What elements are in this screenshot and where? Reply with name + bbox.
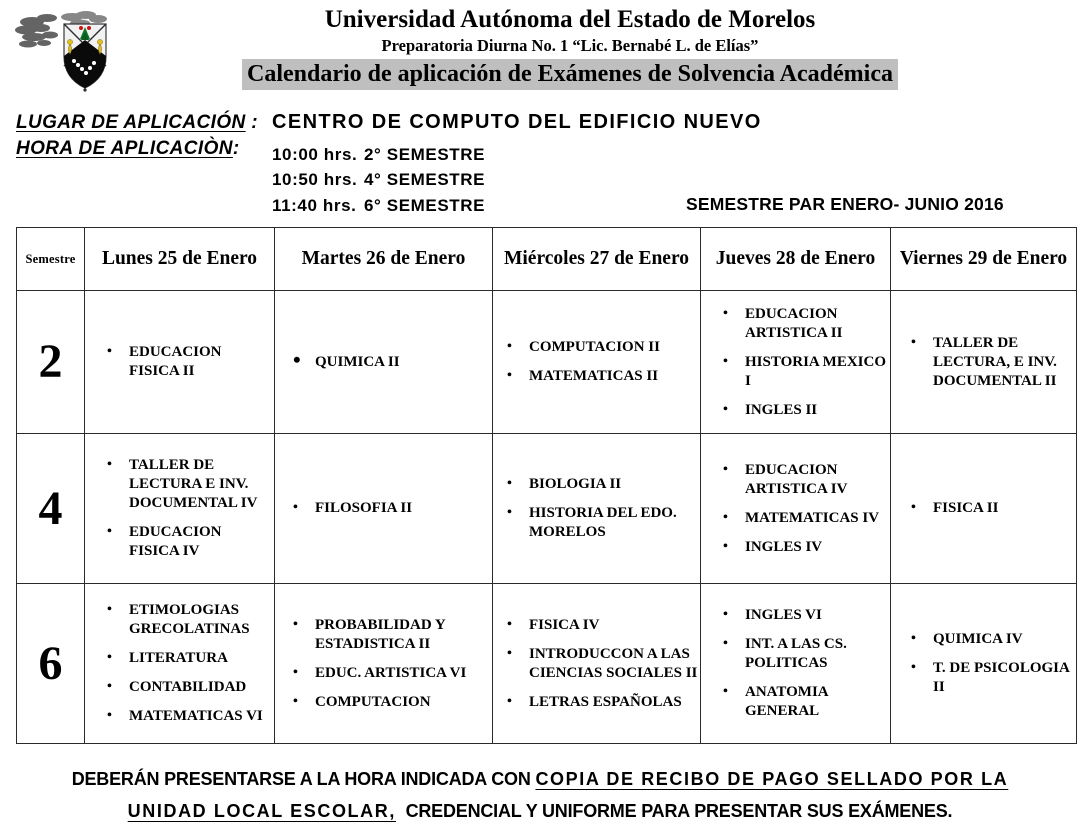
subject-list	[891, 630, 1076, 697]
list-item: • T. DE PSICOLOGIA II	[903, 659, 1076, 697]
cell-martes	[275, 584, 493, 744]
column-header-martes: Martes 26 de Enero	[275, 228, 493, 291]
time-row-2nd-semester	[272, 145, 485, 165]
cell-jueves	[701, 584, 891, 744]
time-label-suffix: :	[232, 138, 240, 159]
table-body	[17, 291, 1077, 744]
footer-notice	[0, 764, 1080, 828]
list-item: • FILOSOFIA II	[285, 499, 492, 518]
cell-lunes	[85, 584, 275, 744]
time-value: 11:40 hrs.	[272, 196, 357, 215]
subject-list	[493, 338, 700, 386]
footer-text-emphasis-1: COPIA DE RECIBO DE PAGO SELLADO POR LA	[535, 769, 1009, 789]
time-value: 10:50 hrs.	[272, 170, 358, 189]
cell-martes	[275, 434, 493, 584]
subject-list	[701, 461, 890, 557]
list-item: • ETIMOLOGIAS GRECOLATINAS	[99, 601, 274, 639]
column-header-miercoles: Miércoles 27 de Enero	[493, 228, 701, 291]
time-semester: 6° SEMESTRE	[364, 196, 486, 215]
list-item: • PROBABILIDAD Y ESTADISTICA II	[285, 616, 492, 654]
exam-info-block	[0, 108, 1080, 218]
subject-list	[85, 601, 274, 726]
subject-list	[891, 499, 1076, 518]
cell-jueves	[701, 434, 891, 584]
list-item: • INGLES VI	[715, 606, 890, 625]
semester-number: 2	[17, 291, 85, 434]
list-item: • TALLER DE LECTURA, E INV. DOCUMENTAL II	[903, 334, 1076, 391]
time-value: 10:00 hrs.	[272, 145, 358, 164]
list-item: • HISTORIA MEXICO I	[715, 353, 890, 391]
list-item: • FISICA IV	[499, 616, 700, 635]
subject-list	[701, 606, 890, 721]
list-item: • MATEMATICAS IV	[715, 509, 890, 528]
list-item: • FISICA II	[903, 499, 1076, 518]
table-header-row	[17, 228, 1077, 291]
list-item: • INGLES II	[715, 401, 890, 420]
list-item: • INTRODUCCON A LAS CIENCIAS SOCIALES II	[499, 645, 700, 683]
school-name: Preparatoria Diurna No. 1 “Lic. Bernabé L. de Elías”	[381, 36, 759, 55]
university-name: Universidad Autónoma del Estado de Morelos	[324, 6, 816, 33]
table-row	[17, 434, 1077, 584]
list-item: • EDUC. ARTISTICA VI	[285, 664, 492, 683]
list-item: • LITERATURA	[99, 649, 274, 668]
time-row-4th-semester	[272, 170, 485, 190]
list-item: • EDUCACION FISICA IV	[99, 523, 274, 561]
list-item: • QUIMICA IV	[903, 630, 1076, 649]
cell-viernes	[891, 584, 1077, 744]
table-row	[17, 584, 1077, 744]
place-label	[16, 112, 258, 134]
table-row	[17, 291, 1077, 434]
header-titles	[130, 5, 1010, 90]
cell-jueves	[701, 291, 891, 434]
list-item: • BIOLOGIA II	[499, 475, 700, 494]
time-semester: 4° SEMESTRE	[364, 170, 486, 189]
subject-list	[493, 616, 700, 712]
semester-number: 4	[17, 434, 85, 584]
subject-list	[85, 343, 274, 381]
exam-calendar-table	[16, 227, 1077, 744]
subject-list	[493, 475, 700, 542]
column-header-lunes: Lunes 25 de Enero	[85, 228, 275, 291]
list-item: • ANATOMIA GENERAL	[715, 683, 890, 721]
list-item: • TALLER DE LECTURA E INV. DOCUMENTAL IV	[99, 456, 274, 513]
cell-viernes	[891, 291, 1077, 434]
cell-martes	[275, 291, 493, 434]
cell-miercoles	[493, 434, 701, 584]
list-item: • MATEMATICAS VI	[99, 707, 274, 726]
academic-period: SEMESTRE PAR ENERO- JUNIO 2016	[686, 194, 1004, 214]
time-label	[16, 138, 240, 160]
footer-text-plain-1: DEBERÁN PRESENTARSE A LA HORA INDICADA CON	[71, 769, 531, 789]
footer-line-1	[0, 764, 1080, 796]
uaem-coat-of-arms-icon	[14, 6, 110, 92]
column-header-semestre: Semestre	[17, 228, 85, 291]
cell-lunes	[85, 434, 275, 584]
place-value: CENTRO DE COMPUTO DEL EDIFICIO NUEVO	[272, 111, 762, 133]
footer-text-plain-2: CREDENCIAL Y UNIFORME PARA PRESENTAR SUS EXÁMENES.	[405, 801, 953, 821]
footer-space-2	[396, 801, 406, 821]
column-header-jueves: Jueves 28 de Enero	[701, 228, 891, 291]
subject-list	[275, 499, 492, 518]
subject-list	[701, 305, 890, 420]
subject-list	[275, 353, 492, 372]
footer-text-emphasis-2: UNIDAD LOCAL ESCOLAR,	[127, 801, 396, 821]
semester-number: 6	[17, 584, 85, 744]
list-item: • QUIMICA II	[285, 353, 492, 372]
cell-viernes	[891, 434, 1077, 584]
list-item: • CONTABILIDAD	[99, 678, 274, 697]
document-header	[0, 0, 1080, 100]
subject-list	[891, 334, 1076, 391]
time-label-text: HORA DE APLICACIÒN	[16, 138, 233, 159]
place-label-text: LUGAR DE APLICACIÓN	[16, 112, 246, 133]
list-item: • EDUCACION FISICA II	[99, 343, 274, 381]
page-title: Calendario de aplicación de Exámenes de Solvencia Académica	[242, 59, 898, 90]
subject-list	[275, 616, 492, 712]
list-item: • INGLES IV	[715, 538, 890, 557]
column-header-viernes: Viernes 29 de Enero	[891, 228, 1077, 291]
list-item: • COMPUTACION II	[499, 338, 700, 357]
place-label-suffix: :	[245, 112, 259, 133]
list-item: • LETRAS ESPAÑOLAS	[499, 693, 700, 712]
time-row-6th-semester	[272, 196, 485, 216]
cell-lunes	[85, 291, 275, 434]
cell-miercoles	[493, 584, 701, 744]
list-item: • HISTORIA DEL EDO. MORELOS	[499, 504, 700, 542]
subject-list	[85, 456, 274, 561]
cell-miercoles	[493, 291, 701, 434]
list-item: • COMPUTACION	[285, 693, 492, 712]
time-semester: 2° SEMESTRE	[364, 145, 486, 164]
document-title-wrap	[130, 59, 1010, 90]
list-item: • EDUCACION ARTISTICA IV	[715, 461, 890, 499]
list-item: • INT. A LAS CS. POLITICAS	[715, 635, 890, 673]
list-item: • EDUCACION ARTISTICA II	[715, 305, 890, 343]
footer-line-2	[0, 796, 1080, 828]
list-item: • MATEMATICAS II	[499, 367, 700, 386]
